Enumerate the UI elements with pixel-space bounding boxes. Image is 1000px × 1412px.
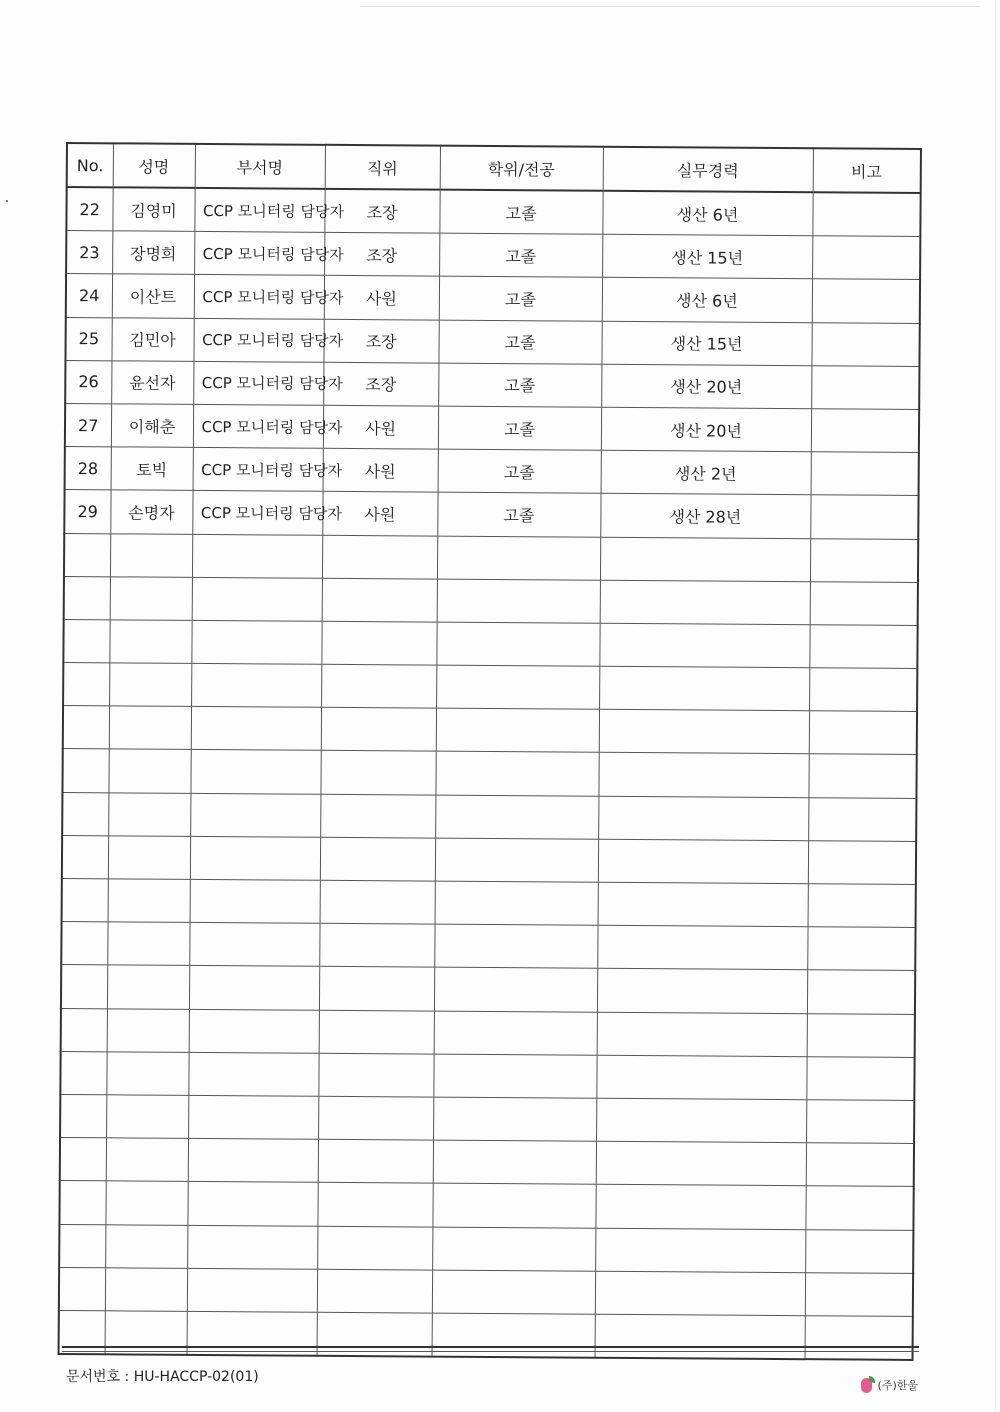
cell-degree: 고졸	[437, 492, 600, 536]
cell-no	[64, 533, 110, 577]
cell-career: 생산 20년	[601, 364, 811, 409]
table-row	[59, 1267, 913, 1316]
cell-position	[317, 1269, 432, 1313]
cell-degree	[435, 881, 598, 925]
cell-career: 생산 6년	[602, 191, 812, 236]
cell-dept: CCP 모니터링 담당자	[193, 318, 323, 362]
cell-note	[809, 711, 917, 755]
cell-dept	[188, 1139, 318, 1183]
cell-name	[105, 1224, 187, 1268]
cell-degree	[437, 536, 600, 580]
header-career: 실무경력	[603, 147, 813, 192]
cell-name	[107, 922, 189, 966]
cell-dept: CCP 모니터링 담당자	[194, 232, 324, 276]
company-mark	[861, 1376, 918, 1393]
cell-dept	[188, 1095, 318, 1139]
cell-career	[597, 925, 807, 970]
cell-degree: 고졸	[439, 276, 602, 320]
cell-note	[806, 1143, 914, 1187]
cell-dept	[190, 879, 320, 923]
cell-name	[108, 792, 190, 836]
cell-no	[62, 835, 108, 879]
cell-dept	[190, 793, 320, 837]
table-row	[64, 490, 918, 539]
cell-degree: 고졸	[438, 406, 601, 450]
cell-career	[595, 1228, 805, 1273]
cell-name	[110, 577, 192, 621]
cell-note	[811, 452, 919, 496]
cell-career	[595, 1271, 805, 1316]
cell-note	[805, 1272, 913, 1316]
cell-career	[598, 753, 808, 798]
cell-position	[318, 1139, 433, 1183]
cell-degree: 고졸	[438, 449, 601, 493]
cell-career	[599, 623, 809, 668]
table-row	[59, 1181, 913, 1230]
cell-dept: CCP 모니터링 담당자	[192, 491, 322, 535]
table-row	[59, 1310, 913, 1360]
cell-position	[322, 535, 437, 579]
cell-name	[106, 1095, 188, 1139]
table-row	[61, 965, 915, 1014]
table-header-row	[67, 143, 921, 193]
cell-dept	[187, 1182, 317, 1226]
cell-name: 장명희	[112, 231, 194, 275]
cell-position	[321, 621, 436, 665]
scan-edge-right	[995, 0, 996, 1412]
cell-note	[811, 365, 919, 409]
cell-career: 생산 15년	[602, 234, 812, 279]
cell-no	[60, 1138, 106, 1182]
cell-dept	[190, 836, 320, 880]
cell-no	[61, 1008, 107, 1052]
table-row	[62, 749, 916, 798]
cell-position	[321, 708, 436, 752]
cell-name	[107, 965, 189, 1009]
cell-note	[807, 1013, 915, 1057]
cell-no: 27	[65, 403, 111, 447]
cell-degree	[432, 1270, 595, 1314]
cell-position: 조장	[323, 362, 438, 406]
cell-no	[59, 1267, 105, 1311]
cell-position	[318, 1053, 433, 1097]
company-logo-icon	[861, 1376, 875, 1393]
cell-position	[322, 578, 437, 622]
cell-note	[809, 668, 917, 712]
header-no: No.	[67, 143, 113, 187]
cell-degree	[433, 1097, 596, 1141]
cell-no	[61, 965, 107, 1009]
cell-degree: 고졸	[438, 363, 601, 407]
cell-career	[598, 882, 808, 927]
cell-dept	[187, 1311, 317, 1356]
cell-position	[319, 967, 434, 1011]
cell-position	[319, 1010, 434, 1054]
cell-note	[805, 1229, 913, 1273]
cell-career	[597, 969, 807, 1014]
cell-note	[805, 1316, 913, 1360]
cell-note	[808, 884, 916, 928]
cell-dept	[191, 707, 321, 751]
cell-note	[810, 538, 918, 582]
cell-position: 사원	[322, 492, 437, 536]
cell-dept: CCP 모니터링 담당자	[193, 404, 323, 448]
table-row	[65, 317, 919, 366]
cell-position	[320, 794, 435, 838]
table-row	[62, 878, 916, 927]
cell-note	[805, 1186, 913, 1230]
cell-note	[810, 581, 918, 625]
cell-dept	[189, 966, 319, 1010]
cell-position	[320, 837, 435, 881]
cell-note	[812, 236, 920, 280]
cell-name: 김영미	[112, 187, 194, 231]
cell-no: 29	[64, 490, 110, 534]
cell-degree	[435, 795, 598, 839]
table-row	[60, 1051, 914, 1100]
cell-note	[808, 754, 916, 798]
table-row	[66, 274, 920, 323]
cell-no: 22	[66, 187, 112, 231]
cell-no	[63, 619, 109, 663]
table-row	[64, 576, 918, 625]
table-row	[65, 360, 919, 409]
cell-career	[599, 666, 809, 711]
cell-no	[60, 1051, 106, 1095]
cell-degree	[433, 1054, 596, 1098]
cell-note	[811, 322, 919, 366]
cell-note	[806, 1056, 914, 1100]
cell-degree	[437, 579, 600, 623]
cell-career	[600, 580, 810, 625]
table-row	[64, 533, 918, 582]
table-body	[59, 187, 921, 1360]
cell-degree: 고졸	[439, 190, 602, 235]
cell-degree	[434, 924, 597, 968]
cell-career: 생산 15년	[601, 321, 811, 366]
cell-position	[320, 880, 435, 924]
cell-position	[317, 1183, 432, 1227]
cell-dept	[191, 663, 321, 707]
table-row	[65, 403, 919, 452]
scan-edge-top	[360, 6, 980, 7]
cell-degree	[436, 665, 599, 709]
cell-career: 생산 28년	[600, 494, 810, 539]
cell-dept	[188, 1052, 318, 1096]
cell-degree	[434, 967, 597, 1011]
cell-dept	[191, 620, 321, 664]
cell-note	[811, 409, 919, 453]
cell-dept: CCP 모니터링 담당자	[193, 361, 323, 405]
cell-position: 조장	[324, 189, 439, 233]
cell-no	[63, 706, 109, 750]
cell-career	[600, 537, 810, 582]
cell-dept: CCP 모니터링 담당자	[194, 275, 324, 319]
scan-speck	[6, 200, 8, 202]
cell-name: 이산트	[112, 274, 194, 318]
cell-no	[62, 878, 108, 922]
cell-name	[108, 749, 190, 793]
table-row	[62, 792, 916, 841]
cell-name: 토빅	[111, 447, 193, 491]
company-name: (주)한울	[877, 1378, 918, 1392]
cell-no: 28	[65, 447, 111, 491]
cell-name	[106, 1052, 188, 1096]
cell-degree: 고졸	[439, 233, 602, 277]
cell-career	[595, 1185, 805, 1230]
cell-dept: CCP 모니터링 담당자	[193, 448, 323, 492]
header-name: 성명	[113, 143, 195, 188]
cell-note	[807, 927, 915, 971]
table-row	[62, 835, 916, 884]
cell-no	[62, 749, 108, 793]
cell-dept	[192, 534, 322, 578]
cell-no	[63, 663, 109, 707]
cell-career	[596, 1055, 806, 1100]
document-number: 문서번호 : HU-HACCP-02(01)	[66, 1369, 259, 1385]
cell-dept	[189, 1009, 319, 1053]
cell-position: 사원	[323, 405, 438, 449]
cell-note	[806, 1100, 914, 1144]
cell-name	[105, 1311, 187, 1355]
cell-degree	[432, 1183, 595, 1227]
cell-dept	[192, 577, 322, 621]
cell-no	[60, 1094, 106, 1138]
cell-name	[105, 1181, 187, 1225]
cell-position	[320, 751, 435, 795]
cell-note	[812, 192, 920, 236]
cell-degree	[435, 752, 598, 796]
table-row	[60, 1094, 914, 1143]
cell-dept	[190, 750, 320, 794]
cell-career	[596, 1141, 806, 1186]
cell-career	[598, 796, 808, 841]
cell-career: 생산 2년	[601, 450, 811, 495]
cell-note	[808, 797, 916, 841]
cell-name: 손명자	[110, 490, 192, 534]
table-row	[61, 1008, 915, 1057]
header-note: 비고	[813, 148, 921, 193]
cell-name	[110, 533, 192, 577]
cell-no	[59, 1181, 105, 1225]
cell-career	[599, 709, 809, 754]
cell-name	[107, 1008, 189, 1052]
cell-position: 조장	[324, 232, 439, 276]
cell-name	[109, 620, 191, 664]
table-row	[61, 922, 915, 971]
table-row	[63, 663, 917, 712]
cell-name: 이해춘	[111, 404, 193, 448]
cell-no: 26	[65, 360, 111, 404]
cell-name	[106, 1138, 188, 1182]
table-row	[60, 1138, 914, 1187]
cell-position	[318, 1096, 433, 1140]
cell-name	[109, 706, 191, 750]
cell-name	[108, 836, 190, 880]
header-degree: 학위/전공	[440, 146, 603, 191]
cell-name	[105, 1267, 187, 1311]
cell-note	[807, 970, 915, 1014]
cell-dept	[187, 1268, 317, 1312]
cell-no	[64, 576, 110, 620]
cell-degree	[433, 1140, 596, 1184]
cell-no: 25	[65, 317, 111, 361]
table-row	[66, 187, 920, 237]
header-dept: 부서명	[195, 144, 325, 189]
cell-dept	[187, 1225, 317, 1269]
cell-degree	[436, 708, 599, 752]
cell-degree	[436, 622, 599, 666]
cell-no	[62, 792, 108, 836]
cell-no	[61, 922, 107, 966]
table-row	[59, 1224, 913, 1273]
cell-note	[810, 495, 918, 539]
cell-note	[808, 841, 916, 885]
cell-position	[317, 1312, 432, 1356]
cell-no	[59, 1224, 105, 1268]
table-row	[65, 447, 919, 496]
cell-career	[595, 1314, 805, 1359]
table-row	[63, 706, 917, 755]
cell-degree	[432, 1227, 595, 1271]
cell-position: 사원	[323, 448, 438, 492]
cell-position	[317, 1226, 432, 1270]
cell-name	[109, 663, 191, 707]
table-row	[66, 231, 920, 280]
cell-note	[812, 279, 920, 323]
cell-position	[321, 664, 436, 708]
cell-career: 생산 20년	[601, 407, 811, 452]
cell-degree: 고졸	[438, 320, 601, 364]
cell-dept: CCP 모니터링 담당자	[194, 188, 324, 233]
cell-note	[809, 625, 917, 669]
footer-rule	[62, 1346, 919, 1348]
cell-career	[597, 1012, 807, 1057]
cell-no: 24	[66, 274, 112, 318]
cell-position: 조장	[323, 319, 438, 363]
cell-career	[596, 1098, 806, 1143]
cell-career: 생산 6년	[602, 278, 812, 323]
cell-degree	[434, 1011, 597, 1055]
table-row	[63, 619, 917, 668]
cell-no: 23	[66, 231, 112, 275]
cell-position	[319, 923, 434, 967]
cell-dept	[189, 923, 319, 967]
cell-career	[598, 839, 808, 884]
cell-degree	[435, 838, 598, 882]
cell-name: 윤선자	[111, 361, 193, 405]
staff-roster-table	[58, 142, 922, 1361]
cell-name: 김민아	[111, 317, 193, 361]
header-position: 직위	[325, 145, 440, 190]
cell-name	[108, 879, 190, 923]
footer-rule-thin	[62, 1351, 919, 1352]
cell-position: 사원	[324, 276, 439, 320]
